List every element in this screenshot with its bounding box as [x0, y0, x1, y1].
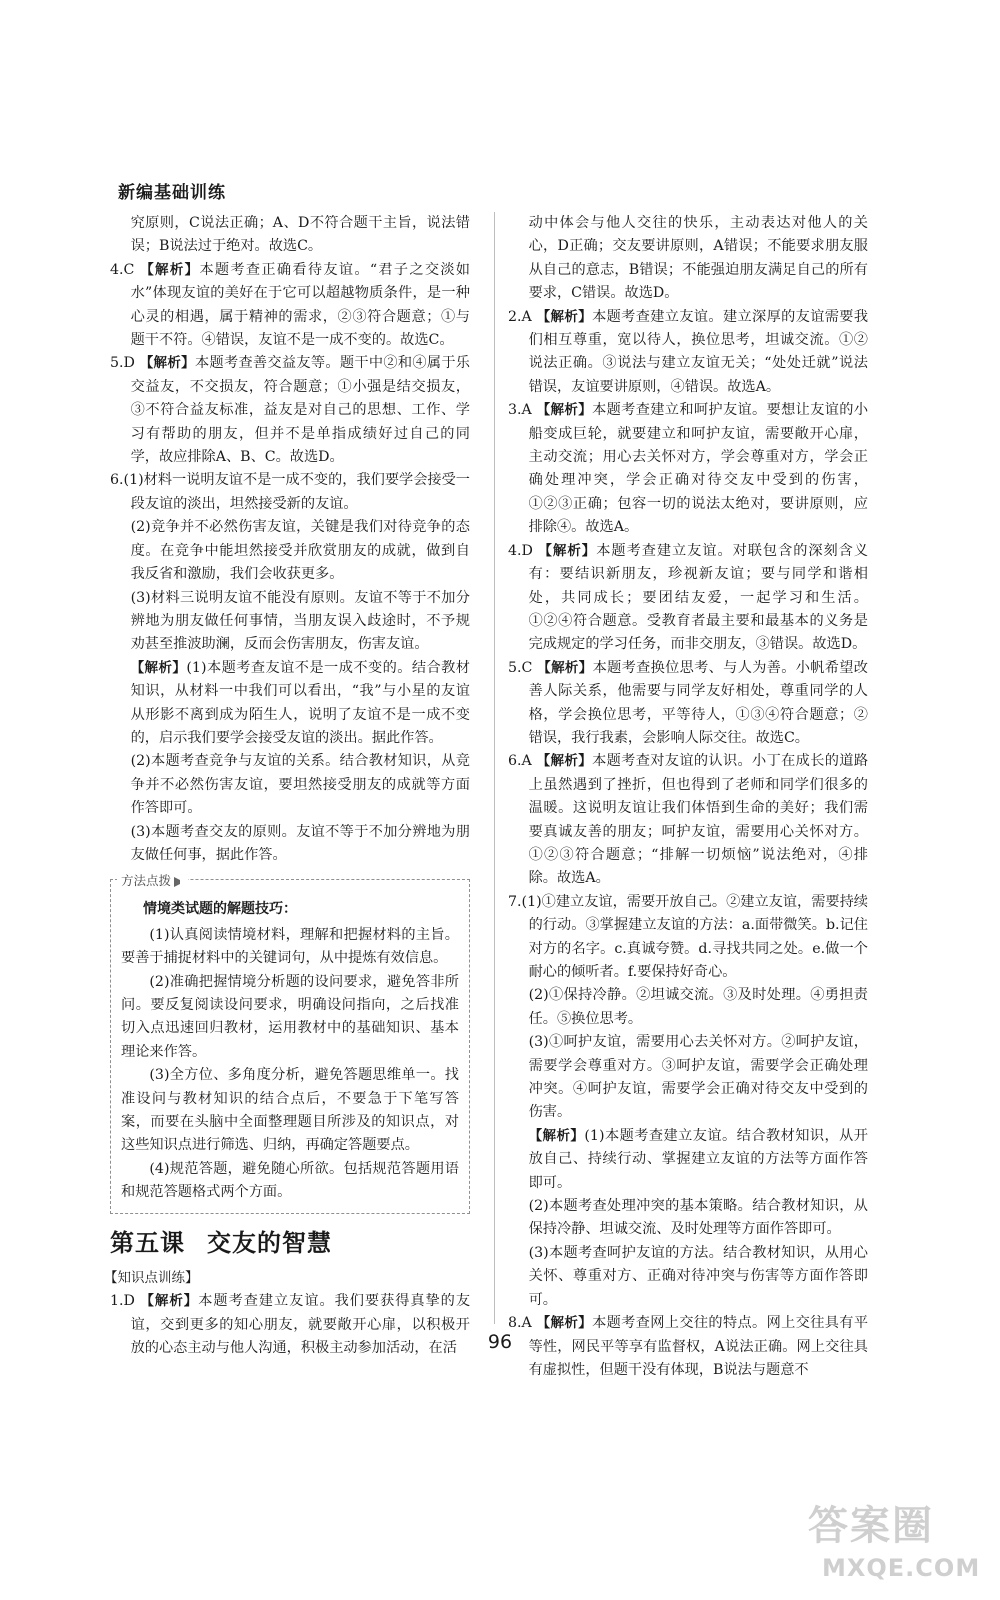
method-tips-box: [110, 873, 470, 1213]
answer-number: 2.A: [508, 308, 532, 325]
method-tips-label-text: 方法点拨: [121, 873, 172, 889]
answer-number: 4.D: [508, 542, 533, 559]
answer-item-6-part2: (2)竞争并不必然伤害友谊，关键是我们对待竞争的态度。在竞争中能坦然接受并欣赏朋友的成就，做到自我反省和激励，我们会收获更多。: [130, 519, 470, 583]
answer-item-6: [508, 750, 868, 890]
analysis-text: (1)本题考查建立友谊。结合教材知识，从开放自己、持续行动、掌握建立友谊的方法等方面作答即可。: [528, 1127, 868, 1191]
answer-number: 5.C: [508, 659, 533, 676]
answer-item-3: [508, 399, 868, 539]
analysis-6-part3: (3)本题考查交友的原则。友谊不等于不加分辨地为朋友做任何事，据此作答。: [130, 823, 470, 863]
analysis-tag: 【解析】: [537, 659, 593, 676]
method-tip-1: (1)认真阅读情境材料，理解和把握材料的主旨。要善于捕捉材料中的关键词句，从中提炼有效信息。: [121, 926, 459, 967]
analysis-7-part1: [508, 1125, 868, 1195]
analysis-tag: 【解析】: [140, 261, 200, 278]
analysis-text: (1)本题考查友谊不是一成不变的。结合教材知识，从材料一中我们可以看出，“我”与小星的友谊从形影不离到成为陌生人，说明了友谊不是一成不变的，启示我们要学会接受友谊的淡出。据此作答。: [130, 659, 470, 746]
lesson-name: 交友的智慧: [207, 1228, 332, 1257]
answer-number: 1.D: [110, 1293, 135, 1310]
analysis-tag: 【解析】: [536, 753, 593, 770]
answer-item-4: [110, 259, 470, 353]
method-tip-3: (3)全方位、多角度分析，避免答题思维单一。找准设问与教材知识的结合点后，不要急于下笔写答案，而要在头脑中全面整理题目所涉及的知识点，对这些知识点进行筛选、归纳，再确定答题要点。: [121, 1067, 459, 1154]
answer-number: 4.C: [110, 261, 135, 278]
analysis-tag: 【解析】: [139, 355, 195, 372]
answer-text: 本题考查建立友谊。建立深厚的友谊需要我们相互尊重，宽以待人，换位思考，坦诚交流。①②说法正确。③说法与建立友谊无关；“处处迁就”说法错误，友谊要讲原则，④错误。故选A。: [528, 308, 869, 395]
analysis-tag: 【解析】: [528, 1127, 585, 1144]
answer-item-7-part2: (2)①保持冷静。②坦诚交流。③及时处理。④勇担责任。⑤换位思考。: [528, 987, 868, 1027]
analysis-tag: 【解析】: [130, 659, 187, 676]
right-column: [508, 212, 868, 1382]
answer-item-5: [508, 657, 868, 751]
method-tip-2: (2)准确把握情境分析题的设问要求，避免答非所问。要反复阅读设问要求，明确设问指向，之后找准切入点迅速回归教材，运用教材中的基础知识、基本理论来作答。: [121, 973, 459, 1060]
method-tips-label: [117, 869, 188, 892]
answer-item-6-part3: (3)材料三说明友谊不能没有原则。友谊不等于不加分辨地为朋友做任何事情，当朋友误入歧途时，不予规劝甚至推波助澜，反而会伤害朋友，伤害友谊。: [130, 589, 470, 653]
analysis-7-part3: (3)本题考查呵护友谊的方法。结合教材知识，从用心关怀、尊重对方、正确对待冲突与伤害等方面作答即可。: [528, 1244, 868, 1308]
answer-text: 本题考查善交益友等。题干中②和④属于乐交益友，不交损友，符合题意；①小强是结交损友，③不符合益友标准，益友是对自己的思想、工作、学习有帮助的朋友，但并不是单指成绩好过自己的同学，故应排除A、B、C。故选D。: [130, 355, 470, 466]
answer-text: 本题考查正确看待友谊。“君子之交淡如水”体现友谊的美好在于它可以超越物质条件，是一种心灵的相遇，属于精神的需求，②③符合题意；①与题干不符。④错误，友谊不是一成不变的。故选C。: [130, 261, 470, 349]
analysis-7-part2: (2)本题考查处理冲突的基本策略。结合教材知识，从保持冷静、坦诚交流、及时处理等方面作答即可。: [528, 1198, 868, 1238]
answer-text: 本题考查换位思考、与人为善。小帆希望改善人际关系，他需要与同学友好相处，尊重同学的人格，学会换位思考，平等待人，①③④符合题意；②错误，我行我素，会影响人际交往。故选C。: [528, 659, 868, 746]
page-number: 96: [487, 1331, 513, 1353]
watermark-logo: [808, 1494, 988, 1594]
lesson-title: [110, 1228, 470, 1257]
method-tips-title: 情境类试题的解题技巧：: [143, 901, 297, 918]
analysis-tag: 【解析】: [538, 542, 597, 559]
column-divider: [494, 212, 495, 1324]
speaker-icon: [174, 877, 184, 887]
answer-continuation: 究原则，C说法正确；A、D不符合题干主旨，说法错误；B说法过于绝对。故选C。: [130, 215, 470, 255]
answer-item-4: [508, 540, 868, 657]
answer-text: 本题考查对友谊的认识。小丁在成长的道路上虽然遇到了挫折，但也得到了老师和同学们很多的温暖。这说明友谊让我们体悟到生命的美好；我们需要真诚友善的朋友；呵护友谊，需要用心关怀对方。①②③符合题意；“排解一切烦恼”说法绝对，④排除。故选A。: [528, 753, 869, 887]
knowledge-training-tag: 【知识点训练】: [104, 1270, 199, 1287]
watermark-url: MXQE.COM: [822, 1554, 981, 1582]
answer-item-2: [508, 306, 868, 400]
analysis-tag: 【解析】: [536, 402, 593, 419]
answer-number: 3.A: [508, 402, 532, 419]
left-column: [104, 212, 471, 1361]
answer-number: 6.A: [508, 753, 532, 770]
answer-number: 5.D: [110, 355, 135, 372]
watermark-text: 答案圈: [808, 1503, 934, 1549]
analysis-tag: 【解析】: [536, 1315, 593, 1332]
analysis-6-part2: (2)本题考查竞争与友谊的关系。结合教材知识，从竞争并不必然伤害友谊，要坦然接受朋友的成就等方面作答即可。: [130, 753, 470, 817]
answer-number: 8.A: [508, 1315, 532, 1332]
method-tip-4: (4)规范答题，避免随心所欲。包括规范答题用语和规范答题格式两个方面。: [121, 1160, 459, 1201]
analysis-6-part1: [110, 657, 470, 751]
lesson-number: 第五课: [110, 1228, 185, 1257]
analysis-tag: 【解析】: [140, 1293, 199, 1310]
answer-text: 本题考查建立友谊。我们要获得真挚的友谊，交到更多的知心朋友，就要敞开心扉，以积极开放的心态主动与他人沟通，积极主动参加活动，在活: [130, 1293, 471, 1357]
analysis-tag: 【解析】: [536, 308, 593, 325]
running-header: 新编基础训练: [118, 183, 226, 203]
answer-text: 本题考查建立友谊。对联包含的深刻含义有：要结识新朋友，珍视新友谊；要与同学和谐相处，共同成长；要团结友爱，一起学习和生活。①②④符合题意。受教育者最主要和最基本的义务是完成规定的学习任务，而非交朋友，③错误。故选D。: [528, 542, 869, 653]
answer-text: 本题考查网上交往的特点。网上交往具有平等性，网民平等享有监督权，A说法正确。网上交往具有虚拟性，但题干没有体现，B说法与题意不: [528, 1315, 869, 1378]
answer-continuation: 动中体会与他人交往的快乐，主动表达对他人的关心，D正确；交友要讲原则，A错误；不能要求朋友服从自己的意志，B错误；不能强迫朋友满足自己的所有要求，C错误。故选D。: [528, 215, 868, 302]
answer-item-5: [110, 352, 470, 469]
answer-item-6-part1: 6.(1)材料一说明友谊不是一成不变的，我们要学会接受一段友谊的淡出，坦然接受新的友谊。: [110, 472, 470, 512]
answer-item-7-part3: (3)①呵护友谊，需要用心去关怀对方。②呵护友谊，需要学会尊重对方。③呵护友谊，需要学会正确处理冲突。④呵护友谊，需要学会正确对待交友中受到的伤害。: [528, 1034, 868, 1121]
answer-text: 本题考查建立和呵护友谊。要想让友谊的小船变成巨轮，就要建立和呵护友谊，需要敞开心扉，主动交流；用心去关怀对方，学会尊重对方，学会正确处理冲突，学会正确对待交友中受到的伤害，①②③正确；包容一切的说法太绝对，要讲原则，应排除④。故选A。: [528, 402, 869, 536]
answer-item-7-part1: 7.(1)①建立友谊，需要开放自己。②建立友谊，需要持续的行动。③掌握建立友谊的方法：a.面带微笑。b.记住对方的名字。c.真诚夸赞。d.寻找共同之处。e.做一个耐心的倾听者。f.要保持好奇心。: [508, 893, 868, 980]
